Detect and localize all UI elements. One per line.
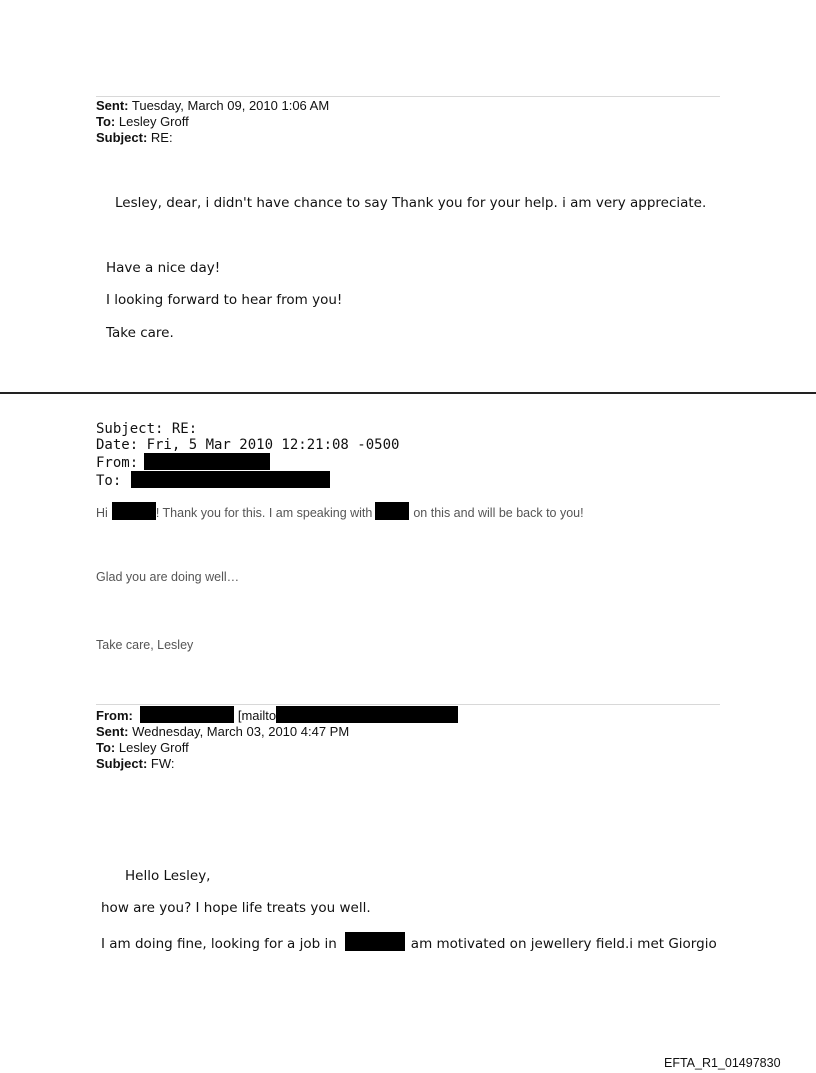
email-body-line: Lesley, dear, i didn't have chance to say Thank you for your help. i am very appreciate.: [115, 195, 707, 211]
email-body-line: I am doing fine, looking for a job in am motivated on jewellery field.i met Giorgio: [101, 932, 717, 952]
redaction-box: [276, 706, 458, 723]
reply-line: Hi ! Thank you for this. I am speaking with on this and will be back to you!: [96, 502, 584, 520]
header-divider: [96, 704, 720, 705]
to-line: To:: [96, 471, 399, 489]
email-body-line: I looking forward to hear from you!: [106, 292, 343, 308]
email-header-bottom: [96, 706, 458, 772]
header-divider: [96, 96, 720, 97]
subject-row: Subject: RE:: [96, 130, 173, 145]
from-row: From: [mailto: [96, 706, 458, 724]
redaction-box: [140, 706, 234, 723]
redaction-box: [131, 471, 330, 488]
email-body-line: how are you? I hope life treats you well.: [101, 900, 371, 916]
redaction-box: [144, 453, 270, 470]
to-row: To: Lesley Groff: [96, 114, 189, 129]
subject-line: Subject: RE:: [96, 421, 198, 437]
to-row: To: Lesley Groff: [96, 740, 189, 755]
email-body-line: Have a nice day!: [106, 260, 221, 276]
redaction-box: [112, 502, 156, 520]
email-body-line: Take care.: [106, 325, 174, 341]
reply-signoff: Take care, Lesley: [96, 638, 194, 652]
email-header-top: [96, 98, 329, 146]
reply-line: Glad you are doing well…: [96, 570, 240, 584]
sent-row: Sent: Wednesday, March 03, 2010 4:47 PM: [96, 724, 350, 739]
email-greeting: Hello Lesley,: [125, 868, 211, 884]
date-line: Date: Fri, 5 Mar 2010 12:21:08 -0500: [96, 437, 400, 453]
from-line: From:: [96, 453, 399, 471]
redaction-box: [345, 932, 405, 951]
email-header-middle: [96, 421, 399, 489]
subject-row: Subject: FW:: [96, 756, 175, 771]
section-separator: [0, 392, 816, 394]
document-id: EFTA_R1_01497830: [664, 1056, 781, 1070]
redaction-box: [375, 502, 409, 520]
sent-row: Sent: Tuesday, March 09, 2010 1:06 AM: [96, 98, 330, 113]
